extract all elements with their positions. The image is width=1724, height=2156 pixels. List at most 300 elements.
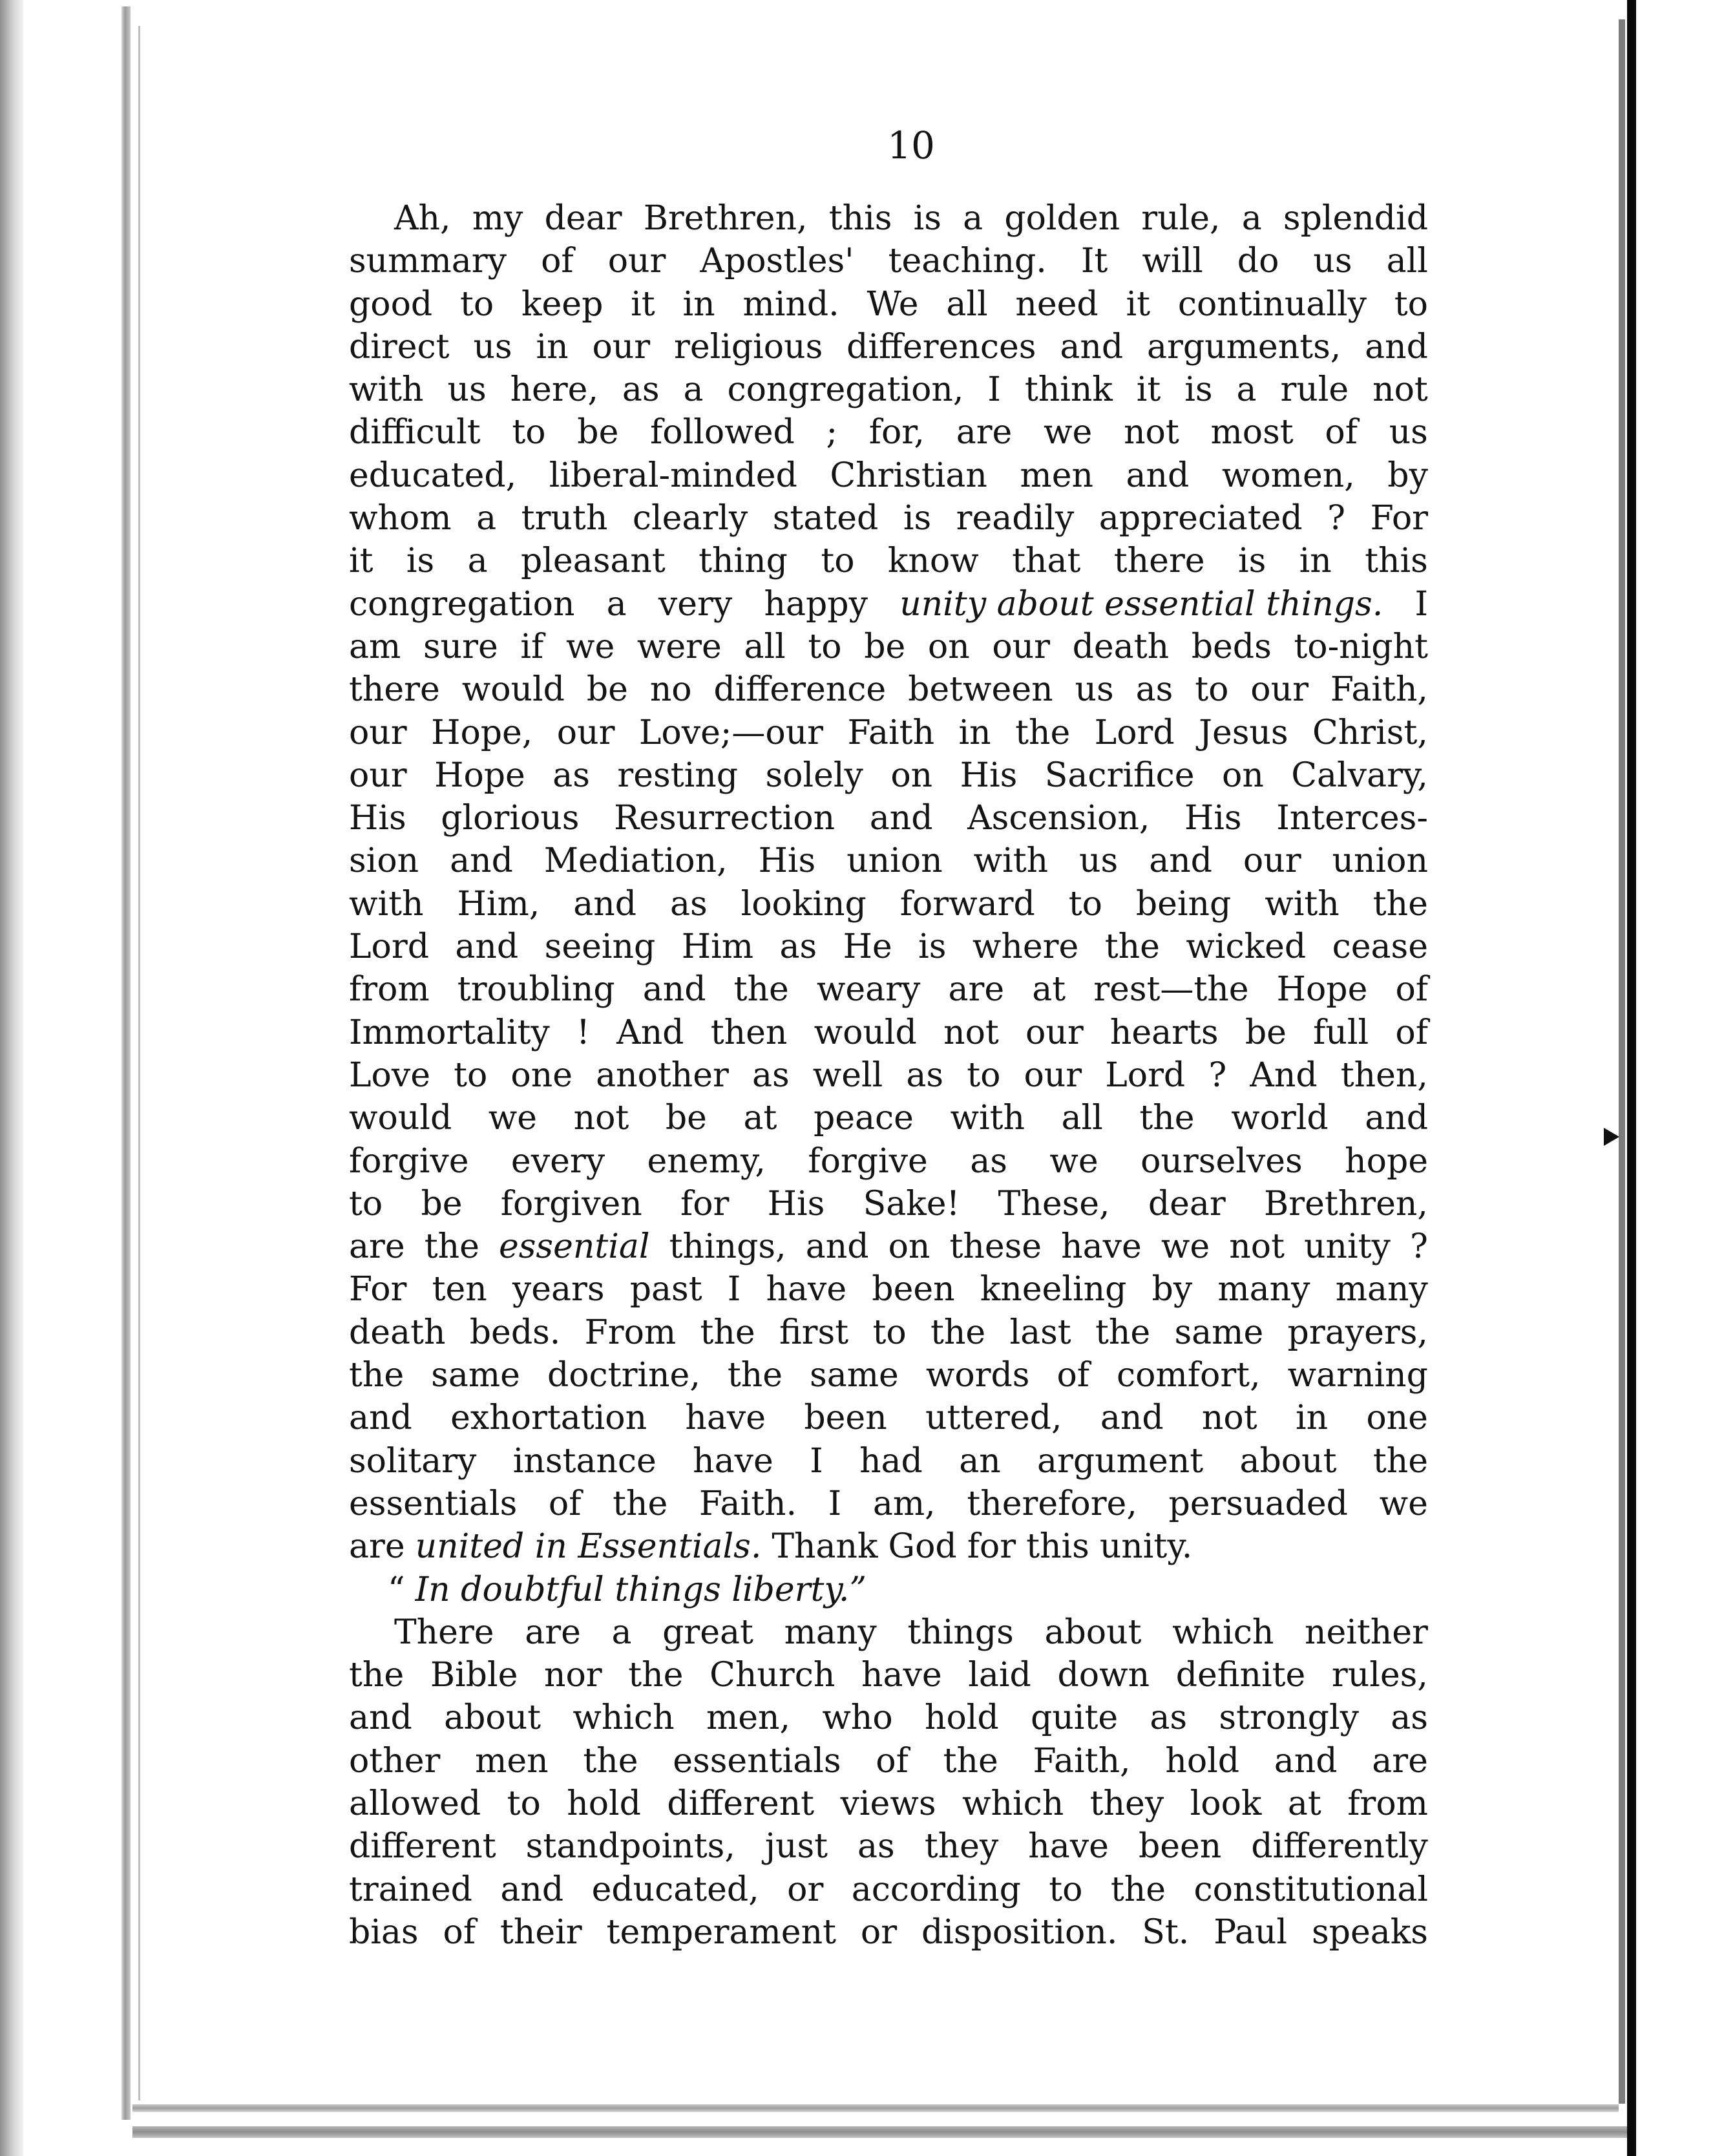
word: the (349, 1656, 405, 1695)
word: it (349, 542, 373, 581)
word: think (1024, 370, 1113, 410)
word: that (1012, 542, 1081, 581)
word: difference (713, 670, 887, 710)
word: happy (764, 584, 868, 624)
word: men (475, 1741, 549, 1781)
word: death (349, 1313, 446, 1352)
word: hold (925, 1698, 999, 1738)
word: about (1044, 1612, 1142, 1652)
word: am, (872, 1484, 936, 1523)
word: weary (816, 970, 921, 1009)
word: God (888, 1527, 957, 1567)
word: are (349, 1227, 405, 1267)
word: Lord (1105, 1055, 1186, 1095)
word: as (906, 1055, 944, 1095)
text-line (349, 1011, 1428, 1054)
word: not (1372, 370, 1428, 410)
text-line (349, 1696, 1428, 1739)
word: all (744, 627, 786, 666)
word: uttered, (925, 1399, 1062, 1438)
word: forgiven (500, 1184, 642, 1223)
text-line (349, 1868, 1428, 1911)
text-line (349, 1311, 1428, 1354)
text-line (349, 540, 1428, 582)
word: and (1126, 456, 1190, 495)
word: need (1015, 284, 1099, 324)
word: our (349, 713, 407, 752)
word: ; (826, 413, 838, 452)
word: Him, (457, 884, 540, 924)
word: will (1142, 242, 1203, 281)
word: to (1394, 284, 1428, 324)
word: I (810, 1441, 823, 1481)
word: not (1201, 1399, 1257, 1438)
word: the (943, 1741, 998, 1781)
word: the (1139, 1099, 1195, 1138)
text-line (349, 1654, 1428, 1696)
word: my (472, 199, 523, 238)
word: and (349, 1399, 412, 1438)
word: dear (1148, 1184, 1226, 1223)
text-line (349, 1097, 1428, 1139)
word: it (1126, 284, 1151, 324)
word: looking (741, 884, 867, 924)
word: educated, (591, 1870, 759, 1909)
word: His (767, 1184, 825, 1223)
word: rest—the (1093, 970, 1249, 1009)
word: one (1366, 1399, 1428, 1438)
word: essential (498, 1227, 650, 1267)
word: rule (1280, 370, 1349, 410)
word: instance (512, 1441, 657, 1481)
word: things, (669, 1227, 786, 1267)
text-line (349, 1268, 1428, 1311)
word: mind. (742, 284, 839, 324)
word: congregation, (727, 370, 964, 410)
word: be (586, 670, 628, 710)
word: to (808, 627, 842, 666)
text-line (349, 668, 1428, 711)
word: to (1068, 884, 1102, 924)
word: Lord (1094, 713, 1175, 752)
word: are (1372, 1741, 1428, 1781)
word: words (925, 1356, 1030, 1395)
word: ourselves (1141, 1141, 1303, 1181)
word: the (1110, 1870, 1166, 1909)
word: our (1025, 1013, 1084, 1052)
text-line (349, 1440, 1428, 1483)
text-line (349, 1054, 1428, 1097)
word: have (1028, 1827, 1109, 1866)
word: Immortality (349, 1013, 550, 1052)
text-line (349, 754, 1428, 797)
word: which (962, 1784, 1064, 1823)
word: have (1061, 1227, 1142, 1267)
word: am (349, 627, 401, 666)
word: glorious (441, 799, 580, 838)
word: Faith, (1330, 670, 1428, 710)
word: For (349, 1270, 407, 1309)
word: exhortation (450, 1399, 647, 1438)
page-right-edge (1619, 19, 1625, 2104)
word: In doubtful things liberty.” (415, 1570, 867, 1609)
word: forgive (808, 1141, 928, 1181)
word: arguments, (1146, 327, 1341, 366)
word: splendid (1283, 199, 1428, 238)
word: comfort, (1117, 1356, 1261, 1395)
word: same (431, 1356, 520, 1395)
word: clearly (632, 499, 748, 538)
word: to (1049, 1870, 1083, 1909)
word: and (1149, 841, 1212, 881)
word: sion (349, 841, 419, 881)
word: us (473, 327, 512, 366)
word: to (1195, 670, 1229, 710)
word: as (752, 1055, 790, 1095)
word: to (460, 284, 494, 324)
word: trained (349, 1870, 472, 1909)
word: they (924, 1827, 999, 1866)
word: For (1370, 499, 1428, 538)
text-line (349, 497, 1428, 540)
word: been (804, 1399, 887, 1438)
word: enemy, (647, 1141, 766, 1181)
word: truth (521, 499, 608, 538)
text-line (349, 840, 1428, 882)
word: with (349, 370, 424, 410)
text-line (349, 797, 1428, 840)
word: Ascension, (967, 799, 1150, 838)
word: And (616, 1013, 684, 1052)
word: religious (673, 327, 823, 366)
word: a (1241, 199, 1262, 238)
word: in (536, 327, 569, 366)
word: to (821, 542, 855, 581)
text-line (349, 968, 1428, 1011)
word: we (1044, 413, 1093, 452)
word: all (1061, 1099, 1103, 1138)
word: and (1365, 327, 1428, 366)
word: Brethren, (643, 199, 808, 238)
word: and (805, 1227, 869, 1267)
word: difficult (349, 413, 481, 452)
word: whom (349, 499, 452, 538)
word: From (584, 1313, 677, 1352)
word: differently (1251, 1827, 1428, 1866)
word: Faith (847, 713, 935, 752)
word: as (669, 884, 708, 924)
word: nor (544, 1656, 602, 1695)
word: the (700, 1313, 755, 1352)
word: resting (617, 756, 739, 795)
word: our (1024, 1055, 1082, 1095)
word: a (611, 1612, 632, 1652)
text-line (349, 712, 1428, 754)
word: views (840, 1784, 936, 1823)
word: We (867, 284, 919, 324)
text-line (349, 1825, 1428, 1868)
word: for (967, 1527, 1016, 1567)
word: beds (1191, 627, 1272, 666)
word: His (758, 841, 816, 881)
word: pleasant (521, 542, 666, 581)
word: allowed (349, 1784, 481, 1823)
word: it (1136, 370, 1161, 410)
word: have (766, 1270, 847, 1309)
word: definite (1175, 1656, 1306, 1695)
word: wicked (1186, 927, 1307, 967)
word: all (946, 284, 988, 324)
word: forward (899, 884, 1035, 924)
word: Sacrifice (1044, 756, 1195, 795)
word: women, (1221, 456, 1355, 495)
word: union (846, 841, 943, 881)
word: temperament (606, 1912, 836, 1952)
word: know (887, 542, 979, 581)
word: St. (1142, 1912, 1190, 1952)
word: Apostles' (700, 242, 854, 281)
word: their (500, 1912, 582, 1952)
text-line (349, 240, 1428, 282)
word: ten (432, 1270, 487, 1309)
word: unity about essential things. (899, 584, 1383, 624)
page-bottom-shadow (132, 2126, 1632, 2138)
word: men (1020, 456, 1093, 495)
binding-marker (1604, 1128, 1619, 1146)
word: golden (1004, 199, 1120, 238)
word: and (1060, 327, 1124, 366)
word: and (450, 841, 513, 881)
word: solely (765, 756, 863, 795)
scan-left-edge (0, 0, 23, 2156)
word: essentials (673, 1741, 841, 1781)
word: liberal-minded (549, 456, 797, 495)
word: at (1032, 970, 1066, 1009)
word: by (1151, 1270, 1193, 1309)
word: and (349, 1698, 412, 1738)
word: of (1325, 413, 1358, 452)
text-line (349, 197, 1428, 240)
word: as (552, 756, 590, 795)
word: forgive (349, 1141, 469, 1181)
word: on (927, 627, 970, 666)
word: the (1095, 1313, 1151, 1352)
word: Church (710, 1656, 836, 1695)
word: There (394, 1612, 494, 1652)
word: very (658, 584, 733, 624)
word: we (1161, 1227, 1210, 1267)
word: be (665, 1099, 707, 1138)
word: sure (423, 627, 498, 666)
word: to (512, 413, 546, 452)
word: of (548, 1484, 582, 1523)
word: and (500, 1870, 564, 1909)
word: of (1395, 970, 1428, 1009)
word: which (1172, 1612, 1274, 1652)
word: we (488, 1099, 538, 1138)
word: ! (576, 1013, 590, 1052)
body-text (349, 197, 1428, 1954)
word: Hope (1276, 970, 1368, 1009)
word: persuaded (1168, 1484, 1348, 1523)
word: Hope, (431, 713, 533, 752)
word: as (1150, 1698, 1188, 1738)
word: if (520, 627, 544, 666)
word: appreciated (1099, 499, 1303, 538)
word: the (583, 1741, 638, 1781)
word: laid (968, 1656, 1031, 1695)
text-line (349, 283, 1428, 326)
word: to (454, 1055, 488, 1095)
word: it (631, 284, 655, 324)
word: with (1265, 884, 1340, 924)
word: different (667, 1784, 815, 1823)
word: dear (544, 199, 622, 238)
word: argument (1037, 1441, 1204, 1481)
word: the (613, 1484, 668, 1523)
word: years (512, 1270, 605, 1309)
word: Resurrection (614, 799, 836, 838)
word: as (1135, 670, 1173, 710)
word: prayers, (1287, 1313, 1428, 1352)
word: united in Essentials. (415, 1527, 762, 1567)
word: this (828, 199, 892, 238)
word: a (467, 542, 488, 581)
text-line (349, 1140, 1428, 1183)
word: standpoints, (525, 1827, 735, 1866)
text-line (349, 326, 1428, 368)
word: us (1389, 413, 1428, 452)
word: we (1049, 1141, 1099, 1181)
word: had (859, 1441, 923, 1481)
text-line (349, 1183, 1428, 1225)
word: Christ, (1312, 713, 1428, 752)
word: would (349, 1099, 452, 1138)
word: all (1386, 242, 1428, 281)
word: the (1104, 927, 1160, 967)
word: the (349, 1356, 405, 1395)
word: the (1372, 1441, 1428, 1481)
text-line (349, 454, 1428, 497)
word: differences (846, 327, 1036, 366)
word: have (685, 1399, 766, 1438)
word: great (662, 1612, 753, 1652)
word: or (860, 1912, 898, 1952)
word: Interces- (1276, 799, 1428, 838)
word: another (596, 1055, 729, 1095)
word: our (592, 327, 651, 366)
word: to-night (1294, 627, 1428, 666)
text-line (349, 626, 1428, 668)
word: have (861, 1656, 942, 1695)
word: then, (1340, 1055, 1428, 1095)
word: our (992, 627, 1050, 666)
word: Brethren, (1264, 1184, 1428, 1223)
word: well (812, 1055, 883, 1095)
word: is (406, 542, 435, 581)
word: be (864, 627, 906, 666)
word: the (733, 970, 789, 1009)
word: are (956, 413, 1013, 452)
word: not (1229, 1227, 1285, 1267)
word: we (565, 627, 615, 666)
word: of (541, 242, 574, 281)
word: where (972, 927, 1079, 967)
word: do (1237, 242, 1279, 281)
word: most (1210, 413, 1294, 452)
word: to (967, 1055, 1001, 1095)
word: be (577, 413, 619, 452)
word: with (950, 1099, 1025, 1138)
word: His (1184, 799, 1242, 838)
word: first (779, 1313, 849, 1352)
word: troubling (457, 970, 615, 1009)
word: teaching. (888, 242, 1047, 281)
scan-right-border (1627, 0, 1636, 2156)
text-line (349, 1782, 1428, 1825)
page-gutter-line (138, 26, 140, 2100)
word: be (421, 1184, 463, 1223)
word: the (930, 1313, 986, 1352)
word: on (1222, 756, 1264, 795)
text-line (349, 883, 1428, 925)
word: peace (813, 1099, 914, 1138)
word: death (1072, 627, 1170, 666)
word: same (1174, 1313, 1264, 1352)
word: Paul (1214, 1912, 1288, 1952)
word: Ah, (394, 199, 451, 238)
word: seeing (544, 927, 656, 967)
word: keep (521, 284, 604, 324)
word: essentials (349, 1484, 518, 1523)
word: ? (1410, 1227, 1428, 1267)
word: congregation (349, 584, 575, 624)
word: summary (349, 242, 507, 281)
word: us (447, 370, 487, 410)
word: the (727, 1356, 783, 1395)
word: us (1075, 670, 1114, 710)
word: as (622, 370, 660, 410)
word: the (628, 1656, 684, 1695)
word: therefore, (967, 1484, 1137, 1523)
word: on (890, 756, 933, 795)
word: same (810, 1356, 899, 1395)
word: I (727, 1270, 741, 1309)
word: solitary (349, 1441, 477, 1481)
word: as (857, 1827, 895, 1866)
word: we (1379, 1484, 1428, 1523)
word: rule, (1141, 199, 1221, 238)
word: beds. (469, 1313, 561, 1352)
word: different (349, 1827, 496, 1866)
word: quite (1031, 1698, 1119, 1738)
word: with (973, 841, 1049, 881)
word: our (1243, 841, 1301, 881)
word: there (349, 670, 440, 710)
word: thing (699, 542, 788, 581)
word: not (943, 1013, 999, 1052)
word: hold (567, 1784, 641, 1823)
word: this (1026, 1527, 1089, 1567)
word: Bible (430, 1656, 518, 1695)
word: a (476, 499, 497, 538)
word: of (1056, 1356, 1090, 1395)
word: a (606, 584, 627, 624)
word: for, (868, 413, 925, 452)
word: a (1236, 370, 1257, 410)
word: and (1100, 1399, 1164, 1438)
word: doctrine, (547, 1356, 700, 1395)
